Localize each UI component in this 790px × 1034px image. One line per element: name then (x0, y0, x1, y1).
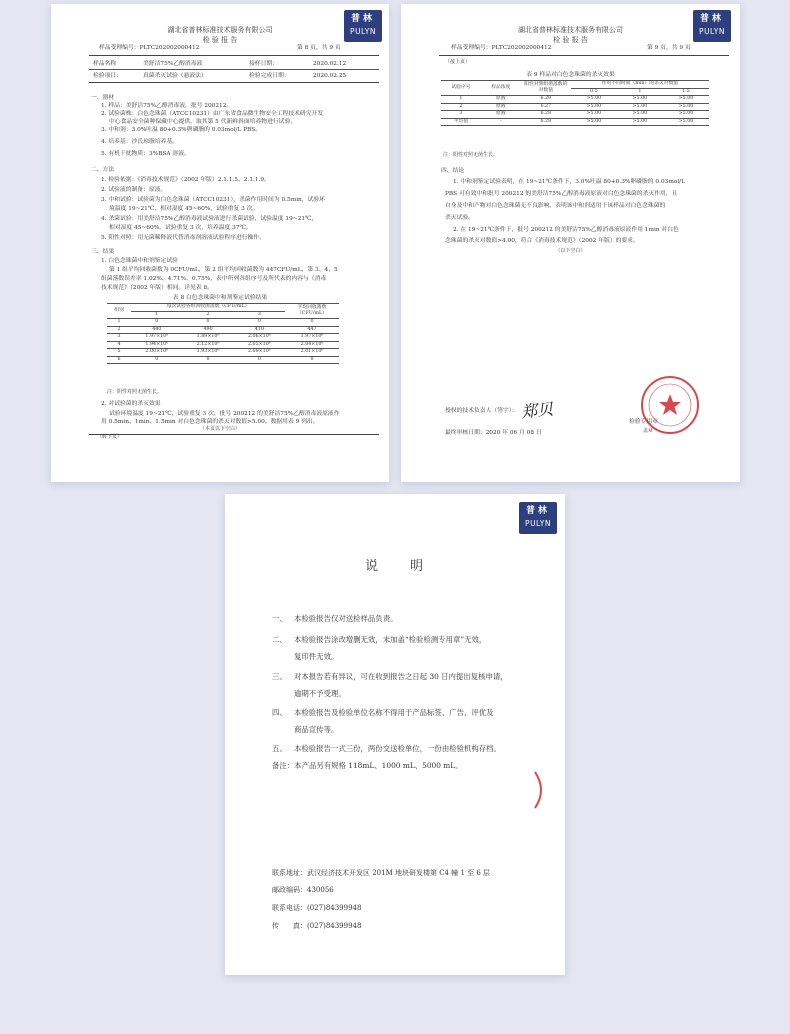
report-title: 检 验 报 告 (553, 36, 588, 44)
meta-rule (89, 82, 379, 83)
report-page-8 (51, 4, 389, 482)
body-line: 1. 中和剂鉴定试验表明，在 19~21℃条件下，3.0%吐温 80+0.3%卵磷脂的 0.03mol/L (453, 179, 685, 185)
body-line: 4. 培养基：沙氏琼脂培养基。 (101, 139, 178, 145)
table-row (107, 334, 339, 342)
sample-number: 样品受理编号：PLTC202002000412 (99, 45, 200, 51)
note-number: 三、 (272, 672, 287, 681)
table-caption: 表 9 样品对白色念珠菌的杀灭效果 (526, 72, 615, 78)
body-line: PBS 可有效中和批号 200212 的美舒洁75%乙醇消毒液原液对白色念珠菌的杀灭作用，且 (445, 191, 678, 197)
body-line: 试验环境温度 19~21℃，试验重复 3 次，批号 200212 的美舒洁75%乙醇消毒液原液作 (109, 411, 340, 417)
cell: 440 (131, 326, 182, 334)
body-line: 2. 试验菌株：白色念珠菌（ATCC10231）由广东省食品微生物安全工程技术研究开发 (101, 111, 324, 117)
company-name: 湖北省普林标准技术服务有限公司 (518, 26, 623, 34)
meta-done-label: 检验完成日期： (249, 73, 290, 79)
cell: 0 (182, 319, 233, 327)
subsection-title: 2. 对试验菌的杀灭效果 (101, 401, 161, 407)
cell: 3 (107, 334, 131, 342)
cell: >5.00 (663, 96, 709, 104)
body-line: 1. 检验依据：《消毒技术规范》（2002 年版）2.1.1.5、2.1.1.9。 (101, 177, 270, 183)
blank-note: （本页以下空白） (199, 426, 240, 432)
cell: 2.09×10⁶ (234, 349, 285, 357)
note-line: 逾期不予受理。 (294, 689, 346, 698)
cell: 2.05×10⁶ (234, 341, 285, 349)
cell: 1.97×10⁶ (285, 334, 339, 342)
sample-number: 样品受理编号：PLTC202002000412 (451, 45, 552, 51)
table-row (441, 96, 709, 104)
cell: >5.00 (571, 96, 617, 104)
body-line: 中心食品安全菌种保藏中心提供，取其第 5 代新鲜斜面培养物进行试验。 (109, 119, 297, 125)
pulyn-logo: 普林 PULYN (693, 10, 731, 42)
page-number: 第 8 页，共 9 页 (297, 45, 341, 51)
meta-item-value: 真菌杀灭试验（悬液法） (143, 73, 207, 79)
cell: 0 (285, 356, 339, 364)
table-note: 注：阴性对照无菌生长。 (443, 152, 499, 158)
col-conc-header: 样品浓度 (481, 81, 521, 96)
table-row (107, 356, 339, 364)
table-row (107, 326, 339, 334)
table-row (441, 103, 709, 111)
cell: 6.28 (521, 118, 571, 126)
cell: 1.89×10⁶ (182, 334, 233, 342)
notes-title: 说 明 (364, 559, 425, 574)
cell: 2.06×10⁶ (234, 334, 285, 342)
meta-divider (89, 69, 379, 70)
approval-date: 最终审核日期：2020 年 06 月 08 日 (445, 430, 542, 436)
table-row (441, 111, 709, 119)
cell: 2.04×10⁶ (285, 341, 339, 349)
contact-fax: 传 真：(027)84399948 (272, 922, 362, 930)
cell: 0 (182, 356, 233, 364)
cell: 0 (131, 356, 182, 364)
contact-postcode: 邮政编码：430056 (272, 886, 334, 894)
meta-sampling-label: 接样日期： (249, 61, 278, 67)
subsection-title: 1. 白色念珠菌中和剂鉴定试验 (101, 258, 178, 264)
body-line: 5. 有机干扰物质：3%BSA 溶液。 (101, 151, 190, 157)
body-line: 2. 试验液的制备：原液。 (101, 187, 167, 193)
table-row (441, 118, 709, 126)
note-line: 商品宣传等。 (294, 725, 339, 734)
col-seq-header: 试验序号 (441, 81, 481, 96)
report-title: 检 验 报 告 (202, 36, 238, 44)
cell: 3 (441, 111, 481, 119)
col-avg-header: 平均回收菌数（CFU/mL） (285, 304, 339, 319)
body-line: 杀灭试验。 (445, 215, 474, 221)
table-8 (107, 303, 339, 364)
note-line: 本检验报告仅对送检样品负责。 (294, 614, 398, 623)
report-page-9 (401, 4, 740, 482)
table-row (107, 349, 339, 357)
cell: 447 (285, 326, 339, 334)
table-row (107, 341, 339, 349)
note-line: 本检验报告涂改增删无效，未加盖“检验检测专用章”无效， (294, 635, 487, 644)
cell: 1.94×10⁶ (131, 341, 182, 349)
table-caption: 表 8 白色念珠菌中和剂鉴定试验结果 (172, 295, 268, 301)
note-number: 四、 (272, 708, 287, 717)
cell: 0 (285, 319, 339, 327)
cell: >5.00 (663, 111, 709, 119)
meta-item-label: 检验项目： (93, 73, 122, 79)
note-number: 二、 (272, 635, 287, 644)
page-number: 第 9 页，共 9 页 (647, 45, 691, 51)
blank-note: （以下空白） (555, 248, 586, 254)
cell: 2.12×10⁶ (182, 341, 233, 349)
cell: >5.00 (617, 103, 663, 111)
cell: >5.00 (617, 96, 663, 104)
cell: 2 (441, 103, 481, 111)
cell: 6.28 (521, 111, 571, 119)
meta-name-value: 美舒洁75%乙醇消毒液 (143, 61, 203, 67)
cell: >5.00 (571, 111, 617, 119)
sub-header: 3 (234, 311, 285, 319)
cell: 1 (441, 96, 481, 104)
cell: 1.93×10⁶ (182, 349, 233, 357)
col-group-header: 组别 (107, 304, 131, 319)
sub-header: 2 (182, 311, 233, 319)
cell: 0 (131, 319, 182, 327)
cell: - (481, 118, 521, 126)
meta-sampling-value: 2020.02.12 (313, 61, 347, 67)
remark: 备注：本产品另有规格 118mL、1000 mL、5000 mL。 (272, 761, 463, 770)
continue-note: （接上页） (445, 59, 471, 65)
body-line: 境温度 19~21℃，相对湿度 45~60%，试验重复 3 次。 (109, 206, 259, 212)
body-line: 3. 中和剂：3.0%吐温 80+0.3%卵磷脂的 0.03mol/L PBS。 (101, 127, 262, 133)
cell: 平均值 (441, 118, 481, 126)
body-line: 技术规范》（2002 年版）相同。详见表 8。 (101, 285, 213, 291)
notes-page (225, 494, 565, 975)
cell: 6 (107, 356, 131, 364)
meta-done-value: 2020.02.25 (313, 73, 347, 79)
cell: 6.29 (521, 96, 571, 104)
table-row (107, 319, 339, 327)
pulyn-logo: 普林 PULYN (344, 10, 382, 42)
cell: 1.97×10⁶ (131, 334, 182, 342)
body-line: 3. 中和试验：试验菌为白色念珠菌（ATCC10231），杀菌作用时间为 0.5min，试验环 (101, 197, 325, 203)
body-line: 第 1 组平均回收菌数为 0CFU/mL，第 2 组平均回收菌数为 447CFU/mL，第 3、4、5 (109, 267, 338, 273)
cell: 6.27 (521, 103, 571, 111)
sub-header: 1 (131, 311, 182, 319)
section-title: 三、结果 (91, 249, 115, 255)
cell: >5.00 (571, 118, 617, 126)
cell: 5 (107, 349, 131, 357)
company-name: 湖北省普林标准技术服务有限公司 (167, 26, 273, 34)
col-span-header: 每次试验各组回收菌落数（CFU/mL） (131, 304, 285, 312)
cell: 2 (107, 326, 131, 334)
signer-label: 授权的技术负责人（签字）： (445, 408, 518, 414)
section-title: 二、方法 (91, 167, 115, 173)
body-line: 4. 杀菌试验：用美舒洁75%乙醇消毒液试验液进行杀菌试验，试验温度 19~21℃， (101, 216, 318, 222)
section-title: 四、结论 (441, 168, 465, 174)
cell: >5.00 (571, 103, 617, 111)
cell: 1 (107, 319, 131, 327)
stamp-label: 检验专用章 (629, 419, 658, 425)
contact-phone: 联系电话：(027)84399948 (272, 904, 362, 912)
body-line: 组菌落数误差率 1.02%、4.71%、0.75%，表中所列各组序号及所代表的内容与《消毒 (101, 276, 327, 282)
note-number: 一、 (272, 614, 287, 623)
section-title: 一、器材 (91, 95, 115, 101)
body-line: 5. 阳性对照：用无菌稀释液代替消毒剂溶液试验程序进行操作。 (101, 235, 265, 241)
meta-name-label: 样品名称 (93, 61, 117, 67)
cell: >5.00 (663, 103, 709, 111)
signature: 郑贝 (520, 399, 555, 422)
note-line: 复印件无效。 (294, 652, 339, 661)
body-line: 用 0.5min、1min、1.5min 对白色念珠菌的杀灭对数值>5.00。数据用表 9 列出。 (101, 419, 319, 425)
note-line: 本检验报告一式三份，两份交送检单位，一份由检验机构存档。 (294, 744, 501, 753)
note-line: 对本报告若有异议，可在收到报告之日起 30 日内提出复核申请， (294, 672, 508, 681)
contact-address: 联系地址：武汉经济技术开发区 201M 地块研发楼第 C4 幢 1 至 6 层 (272, 869, 491, 877)
cell: 0 (234, 356, 285, 364)
col-span-header: 作用不同时间（min）的杀灭对数值 (571, 81, 709, 89)
note-line: 本检验报告及检验单位名称不得用于产品标签、广告、评优及 (294, 708, 494, 717)
header-rule (89, 55, 379, 56)
time-header: 0.5 (571, 88, 617, 96)
body-line: 自身及中和产物对白色念珠菌无不良影响，表明该中和剂适用于该样品对白色念珠菌的 (445, 203, 666, 209)
table-note: 注：阴性对照无菌生长。 (107, 389, 163, 395)
pulyn-logo: 普林 PULYN (519, 502, 557, 534)
cell: 490 (182, 326, 233, 334)
stamp-edge-icon (533, 770, 547, 810)
cell: 2.00×10⁶ (131, 349, 182, 357)
cell: 原液 (481, 111, 521, 119)
cell: 4 (107, 341, 131, 349)
table-9 (441, 80, 709, 126)
continue-note: （转下页） (97, 434, 123, 440)
footer-rule (89, 434, 379, 435)
time-header: 1 (617, 88, 663, 96)
cell: 0 (234, 319, 285, 327)
cell: 原液 (481, 96, 521, 104)
cell: 原液 (481, 103, 521, 111)
cell: >5.00 (617, 118, 663, 126)
note-number: 五、 (272, 744, 287, 753)
body-line: 1. 样品：美舒洁75%乙醇消毒液，批号 200212。 (101, 103, 233, 109)
time-header: 1.5 (663, 88, 709, 96)
cell: 410 (234, 326, 285, 334)
body-line: 2. 在 19~21℃条件下，批号 200212 的美舒洁75%乙醇消毒液原液作用 1min 对白色 (453, 227, 679, 233)
stamp-label-2: 盖章 (643, 428, 654, 434)
header-rule (439, 55, 729, 56)
body-line: 相对湿度 45~60%，试验重复 3 次，培养温度 37℃。 (109, 225, 252, 231)
cell: >5.00 (617, 111, 663, 119)
body-line: 念珠菌的杀灭对数值>4.00，符合《消毒技术规范》（2002 年版）的要求。 (445, 238, 639, 244)
col-pos-header: 阳性对照组菌落数的对数值 (521, 81, 571, 96)
cell: 2.01×10⁶ (285, 349, 339, 357)
cell: >5.00 (663, 118, 709, 126)
